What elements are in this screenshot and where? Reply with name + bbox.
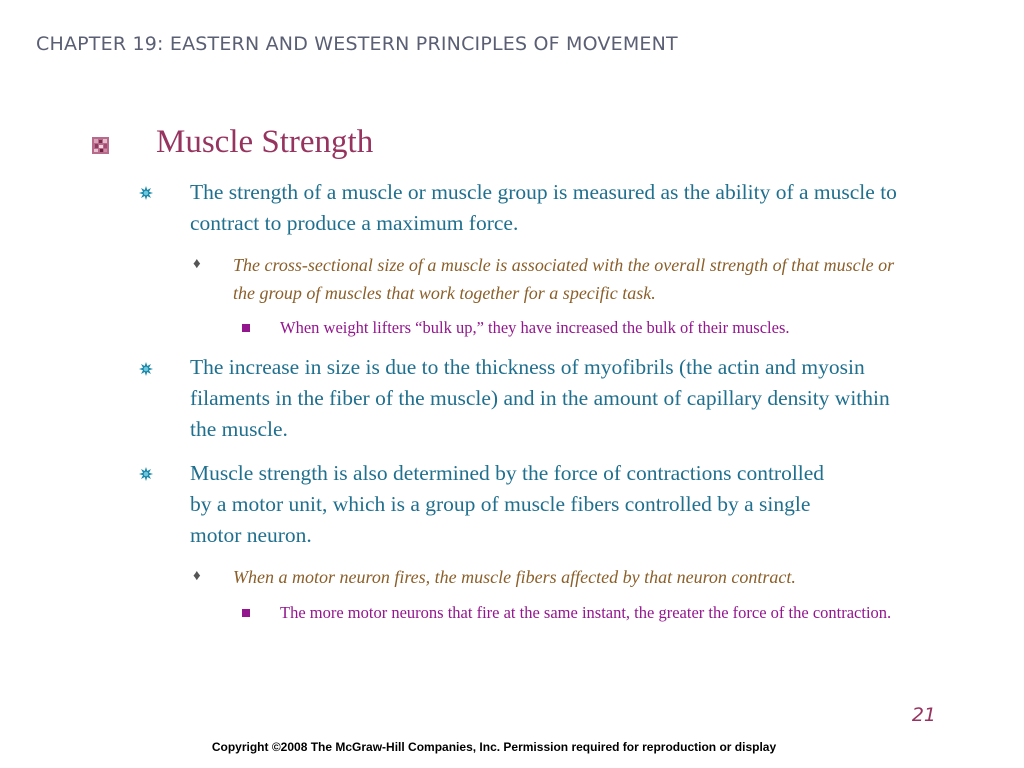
square-bullet-icon <box>242 609 250 617</box>
bullet-level2-cross-section: The cross-sectional size of a muscle is associated with the overall strength of that muscle or the group of muscles that work together for a specific task. <box>233 255 895 303</box>
chapter-header: CHAPTER 19: EASTERN AND WESTERN PRINCIPLES OF MOVEMENT <box>36 33 678 55</box>
square-bullet-icon <box>242 324 250 332</box>
slide-title: Muscle Strength <box>156 124 374 160</box>
teal-starburst-bullet-icon <box>139 467 153 481</box>
mosaic-square-bullet-icon <box>92 137 109 154</box>
bullet-level3-bulk-up: When weight lifters “bulk up,” they have increased the bulk of their muscles. <box>280 318 790 337</box>
teal-starburst-bullet-icon <box>139 362 153 376</box>
copyright-notice: Copyright ©2008 The McGraw-Hill Companies, Inc. Permission required for reproduction or display <box>211 740 777 754</box>
bullet-level2-motor-neuron-fires: When a motor neuron fires, the muscle fibers affected by that neuron contract. <box>233 567 796 587</box>
page-number: 21 <box>911 704 936 726</box>
diamond-bullet-icon: ♦ <box>193 568 201 584</box>
bullet-level1-myofibrils: The increase in size is due to the thickness of myofibrils (the actin and myosin filaments in the fiber of the muscle) and in the amount of capillary density within the muscle. <box>190 355 890 441</box>
bullet-level1-motor-unit: Muscle strength is also determined by the force of contractions controlled by a motor unit, which is a group of muscle fibers controlled by a single motor neuron. <box>190 461 825 547</box>
diamond-bullet-icon: ♦ <box>193 256 201 272</box>
teal-starburst-bullet-icon <box>139 186 153 200</box>
bullet-level1-strength-definition: The strength of a muscle or muscle group is measured as the ability of a muscle to contract to produce a maximum force. <box>190 180 897 235</box>
bullet-level3-more-neurons: The more motor neurons that fire at the same instant, the greater the force of the contraction. <box>280 603 892 622</box>
